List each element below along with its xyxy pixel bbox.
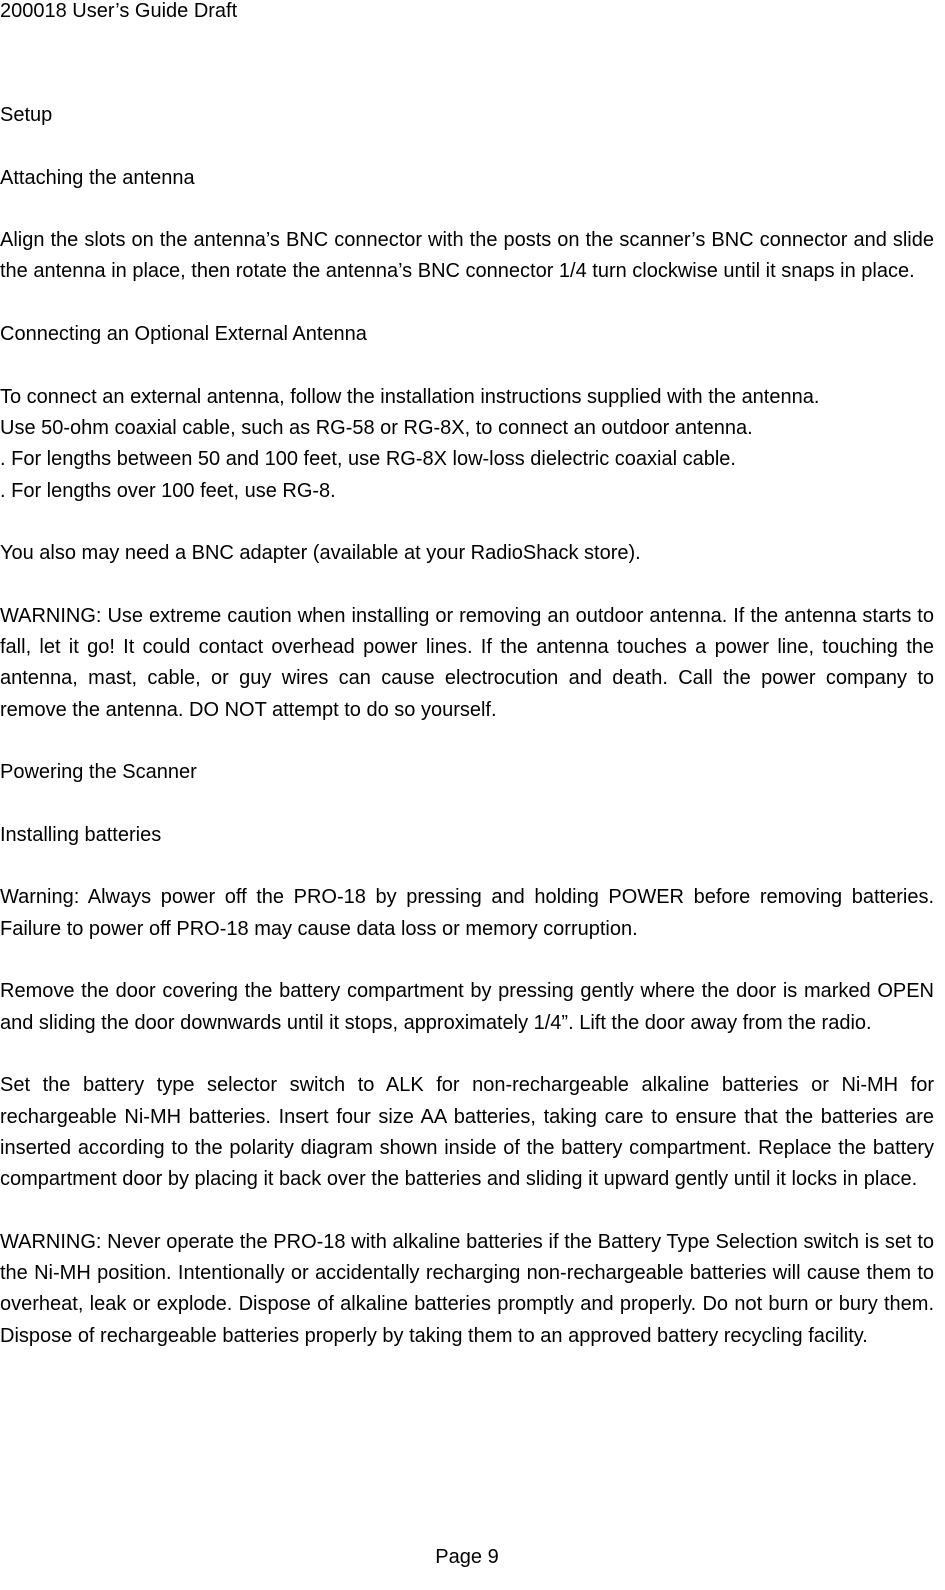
section-title-attaching-antenna: Attaching the antenna xyxy=(0,166,195,189)
external-antenna-line-4: . For lengths over 100 feet, use RG-8. xyxy=(0,479,336,502)
paragraph-remove-door: Remove the door covering the battery compartment by pressing gently where the door is marked OPEN and sliding the door downwards until it stops, approximately 1/4”. Lift the door away from the radio. xyxy=(0,980,934,1034)
section-title-setup: Setup xyxy=(0,104,53,126)
warning-outdoor-antenna: WARNING: Use extreme caution when installing or removing an outdoor antenna. If the antenna starts to fall, let it go! It could contact overhead power lines. If the antenna touches a power line, touching the antenna, mast, cable, or guy wires can cause electrocution and death. Call the power company to remove the antenna. DO NOT attempt to do so yourself. xyxy=(0,604,934,721)
external-antenna-line-2: Use 50-ohm coaxial cable, such as RG-58 or RG-8X, to connect an outdoor antenna. xyxy=(0,416,753,439)
document-body xyxy=(0,100,934,1383)
page-header: 200018 User’s Guide Draft xyxy=(0,0,238,22)
page-number: Page 9 xyxy=(435,1546,499,1568)
warning-alkaline-batteries: WARNING: Never operate the PRO-18 with alkaline batteries if the Battery Type Selection switch is set to the Ni-MH position. Intentionally or accidentally recharging non-rechargeable batteries will cause them to overheat, leak or explode. Dispose of alkaline batteries promptly and properly. Do not burn or bury them. Dispose of rechargeable batteries properly by taking them to an approved battery recycling facility. xyxy=(0,1230,934,1347)
section-title-external-antenna: Connecting an Optional External Antenna xyxy=(0,323,367,346)
external-antenna-line-1: To connect an external antenna, follow the installation instructions supplied with the antenna. xyxy=(0,385,820,408)
paragraph-attaching-antenna: Align the slots on the antenna’s BNC connector with the posts on the scanner’s BNC connector and slide the antenna in place, then rotate the antenna’s BNC connector 1/4 turn clockwise until it snaps in place. xyxy=(0,229,934,283)
external-antenna-line-3: . For lengths between 50 and 100 feet, use RG-8X low-loss dielectric coaxial cable. xyxy=(0,448,736,471)
paragraph-bnc-adapter: You also may need a BNC adapter (available at your RadioShack store). xyxy=(0,542,641,565)
section-title-powering-scanner: Powering the Scanner xyxy=(0,761,197,784)
section-title-installing-batteries: Installing batteries xyxy=(0,823,162,846)
paragraph-battery-type: Set the battery type selector switch to ALK for non-rechargeable alkaline batteries or Ni-MH for rechargeable Ni-MH batteries. Insert four size AA batteries, taking care to ensure that the batteries are inserted according to the polarity diagram shown inside of the battery compartment. Replace the battery compartment door by placing it back over the batteries and sliding it upward gently until it locks in place. xyxy=(0,1074,934,1191)
warning-power-off: Warning: Always power off the PRO-18 by pressing and holding POWER before removing batteries. Failure to power off PRO-18 may cause data loss or memory corruption. xyxy=(0,886,934,940)
